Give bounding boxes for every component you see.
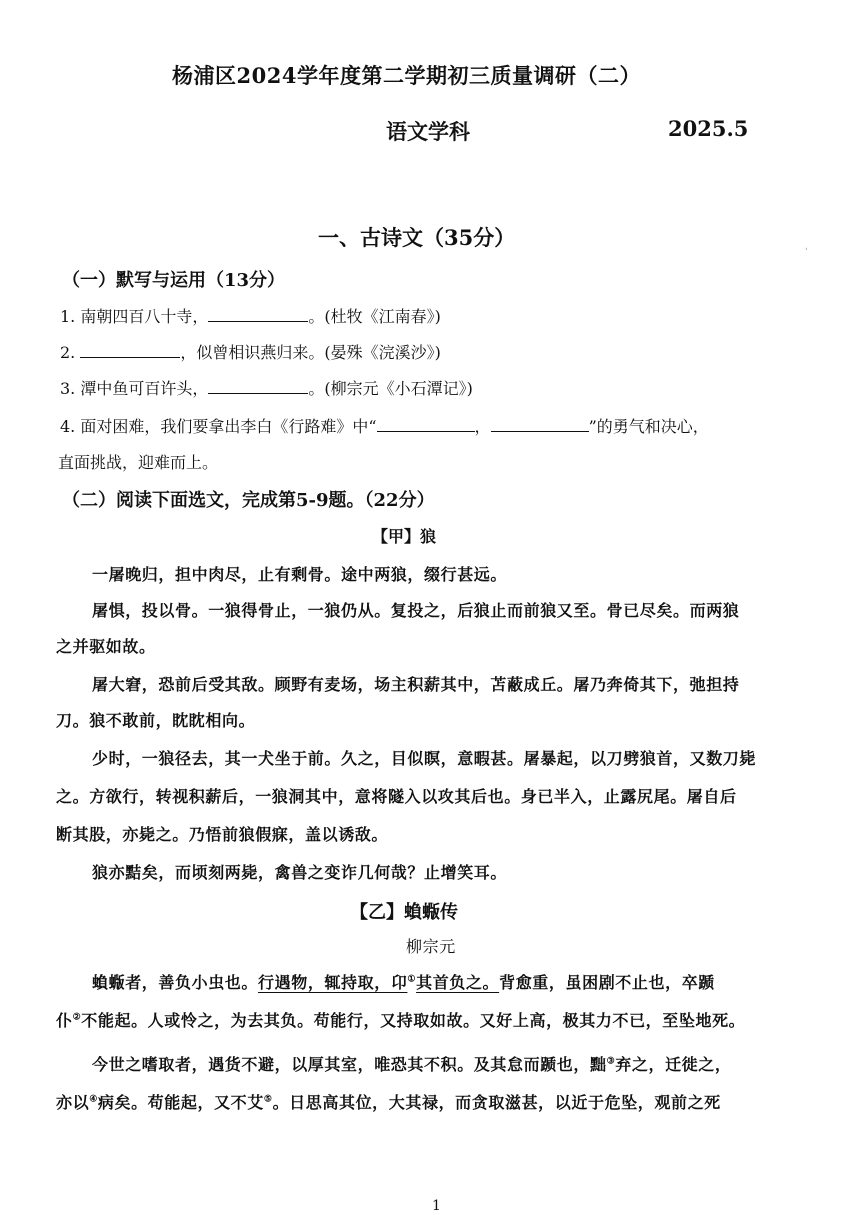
footnote-marker: ①	[407, 974, 417, 985]
text-span: 不能起。人或怜之，为去其负。苟能行，又持取如故。又好上高，极其力不已，至坠地死。	[81, 1011, 746, 1030]
footnote-marker: ③	[606, 1056, 616, 1067]
footnote-marker: ④	[89, 1094, 98, 1105]
answer-blank[interactable]	[377, 417, 475, 432]
text-span: 今世之嗜取者，遇货不避，以厚其室，唯恐其不积。及其怠而踬也，黜	[92, 1055, 607, 1074]
question-text: 南朝四百八十寺，	[80, 307, 209, 326]
yi-paragraph-1-cont	[56, 1008, 745, 1031]
footnote-marker: ②	[72, 1012, 82, 1023]
yi-paragraph-2	[92, 1052, 731, 1075]
jia-paragraph-4-cont2: 断其股，亦毙之。乃悟前狼假寐，盖以诱敌。	[56, 825, 389, 844]
page-number: 1	[432, 1198, 441, 1214]
question-text: 。(杜牧《江南春》)	[308, 307, 441, 326]
part2-heading: （二）阅读下面选文，完成第5-9题。（22分）	[62, 490, 435, 511]
question-4	[60, 414, 709, 437]
question-2	[60, 340, 441, 363]
jia-paragraph-2-cont: 之并驱如故。	[56, 637, 156, 656]
exam-date: 2025.5	[668, 116, 749, 141]
question-4-line2: 直面挑战，迎难而上。	[58, 453, 219, 472]
jia-paragraph-4: 少时，一狼径去，其一犬坐于前。久之，目似瞑，意暇甚。屠暴起，以刀劈狼首，又数刀毙	[92, 749, 757, 768]
question-1	[60, 304, 441, 327]
question-text: ”的勇气和决心，	[588, 417, 709, 436]
question-text: ，	[474, 417, 491, 436]
yi-paragraph-1	[92, 970, 715, 993]
scan-mark: ˈ	[805, 248, 808, 258]
question-text: ，似曾相识燕归来。(晏殊《浣溪沙》)	[180, 343, 441, 362]
question-text: 潭中鱼可百许头，	[80, 379, 209, 398]
text-span: 仆	[56, 1011, 73, 1030]
section-heading: 一、古诗文（35分）	[318, 225, 516, 250]
text-span: 蝜蝂者，善负小虫也。	[92, 973, 259, 992]
footnote-marker: ⑤	[263, 1094, 273, 1105]
text-span: 。日思高其位，大其禄，而贪取滋甚，以近于危坠，观前之死	[272, 1093, 721, 1112]
question-number: 2.	[60, 343, 76, 362]
yi-paragraph-2-cont	[56, 1090, 721, 1113]
question-text: 。(柳宗元《小石潭记》)	[308, 379, 473, 398]
passage-yi-title: 【乙】蝜蝂传	[350, 902, 458, 923]
text-span: 病矣。苟能起，又不艾	[97, 1093, 264, 1112]
text-span: 亦以	[56, 1093, 90, 1112]
subject-label: 语文学科	[386, 119, 470, 144]
answer-blank[interactable]	[491, 417, 589, 432]
underlined-sentence: 其首负之。	[416, 973, 500, 992]
question-text: 面对困难，我们要拿出李白《行路难》中“	[80, 417, 377, 436]
answer-blank[interactable]	[80, 343, 180, 358]
question-number: 3.	[60, 379, 76, 398]
question-number: 4.	[60, 417, 76, 436]
part1-heading: （一）默写与运用（13分）	[62, 270, 286, 291]
question-3	[60, 376, 473, 399]
text-span: 弃之，迁徙之，	[615, 1055, 732, 1074]
exam-title: 杨浦区2024学年度第二学期初三质量调研（二）	[172, 63, 641, 88]
jia-paragraph-4-cont: 之。方欲行，转视积薪后，一狼洞其中，意将隧入以攻其后也。身已半入，止露尻尾。屠自后	[56, 787, 737, 806]
passage-yi-author: 柳宗元	[406, 937, 456, 956]
answer-blank[interactable]	[208, 379, 308, 394]
question-number: 1.	[60, 307, 76, 326]
jia-paragraph-1: 一屠晚归，担中肉尽，止有剩骨。途中两狼，缀行甚远。	[92, 565, 508, 584]
text-span: 背愈重，虽困剧不止也，卒踬	[499, 973, 715, 992]
passage-jia-title: 【甲】狼	[372, 527, 437, 546]
jia-paragraph-5: 狼亦黠矣，而顷刻两毙，禽兽之变诈几何哉？止增笑耳。	[92, 863, 508, 882]
jia-paragraph-3-cont: 刀。狼不敢前，眈眈相向。	[56, 711, 256, 730]
answer-blank[interactable]	[208, 307, 308, 322]
jia-paragraph-2: 屠惧，投以骨。一狼得骨止，一狼仍从。复投之，后狼止而前狼又至。骨已尽矣。而两狼	[92, 601, 740, 620]
jia-paragraph-3: 屠大窘，恐前后受其敌。顾野有麦场，场主积薪其中，苫蔽成丘。屠乃奔倚其下，弛担持	[92, 675, 740, 694]
underlined-sentence: 行遇物，辄持取，卬	[258, 973, 408, 992]
